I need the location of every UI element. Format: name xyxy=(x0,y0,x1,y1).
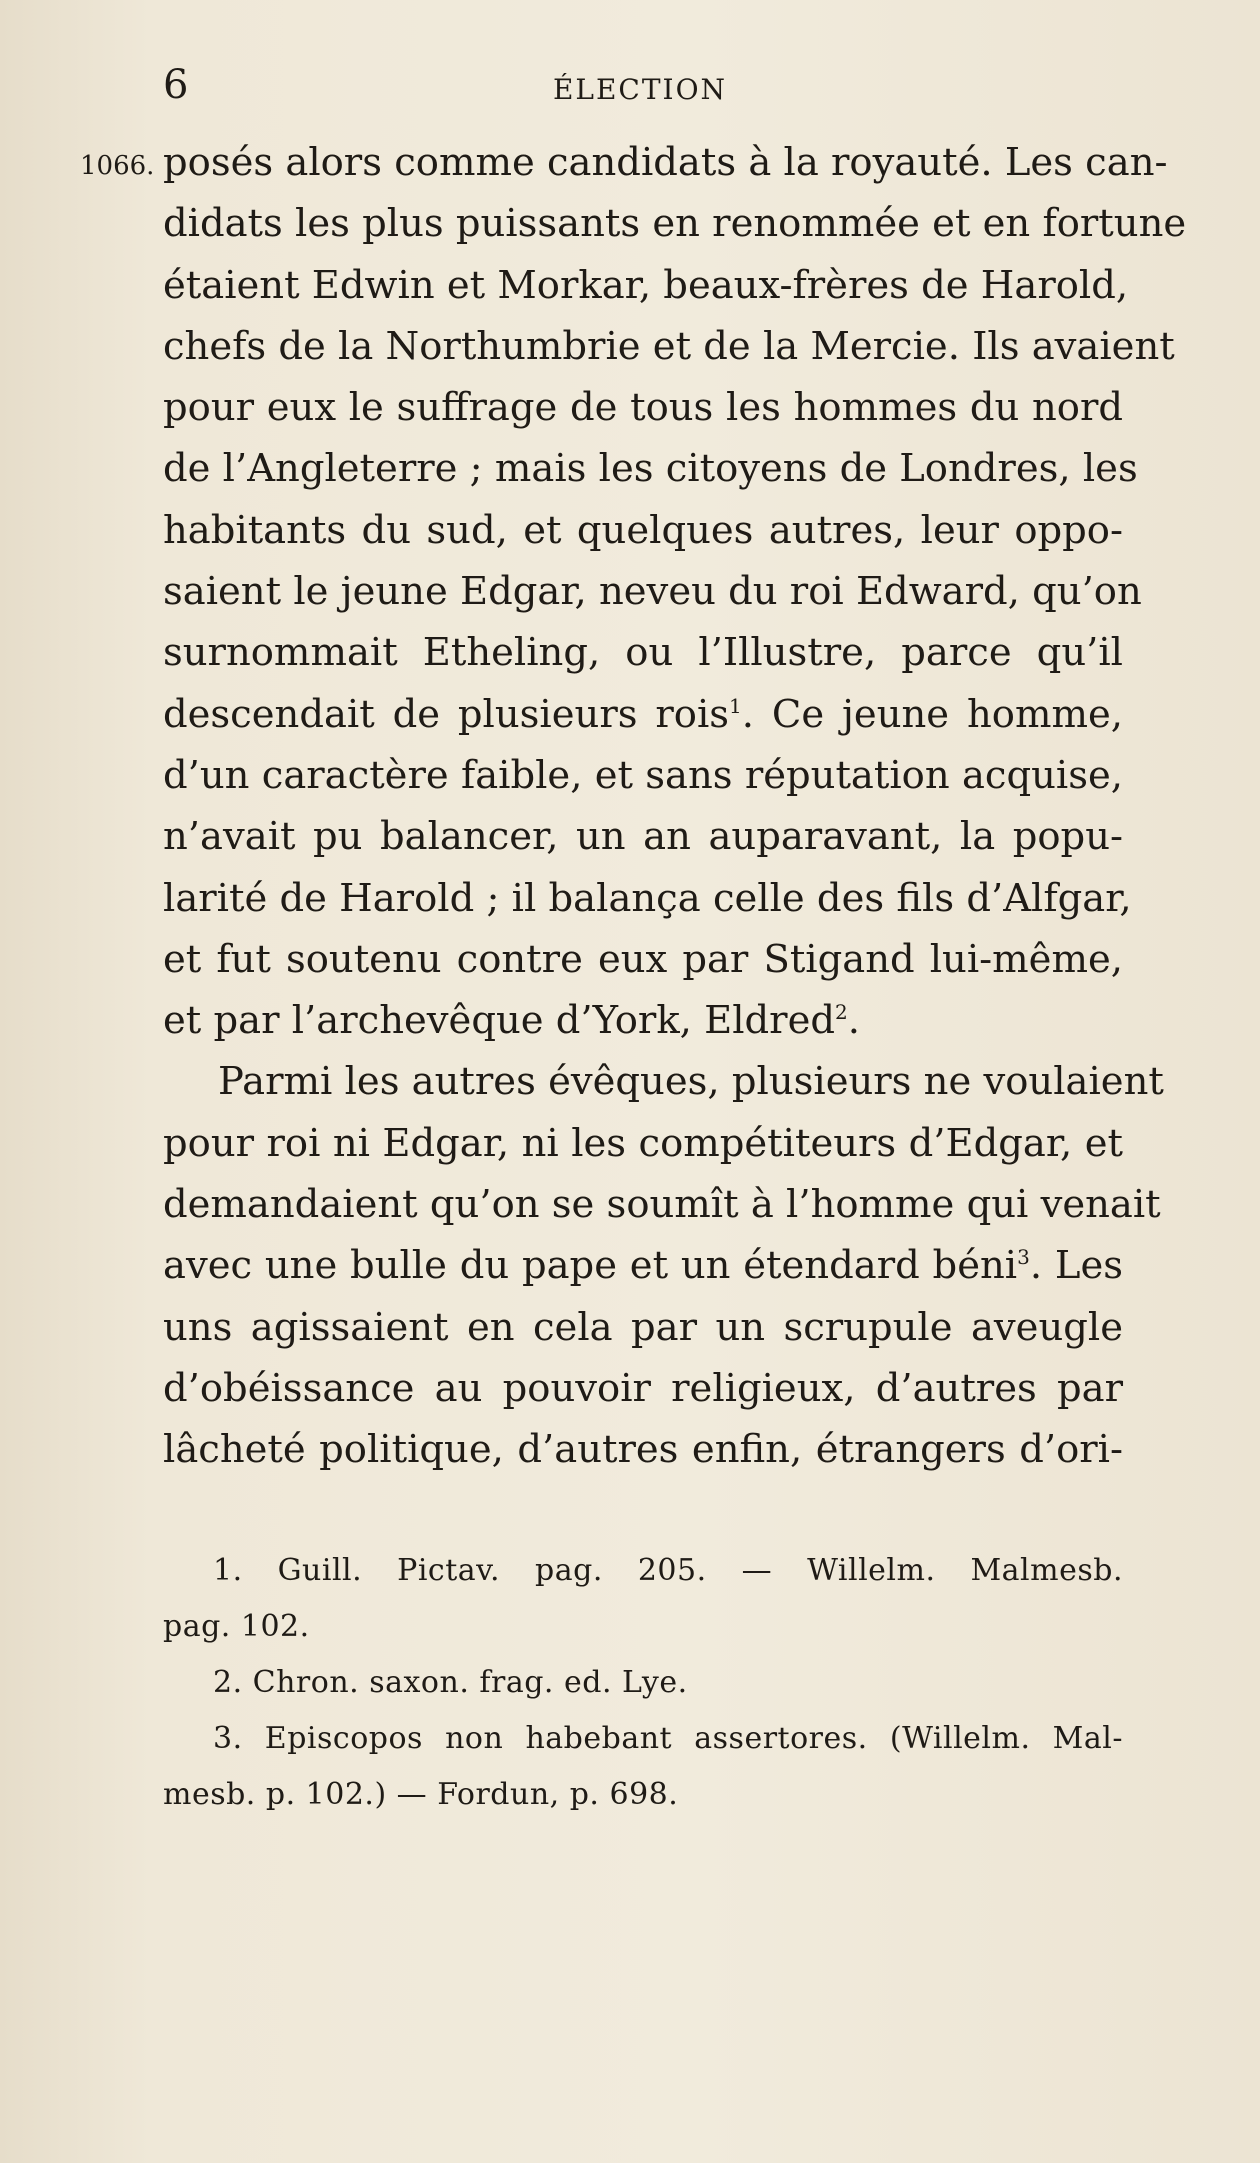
page-header xyxy=(0,60,1260,120)
line-text: . Ce jeune homme, xyxy=(741,691,1123,737)
text-line xyxy=(163,990,1123,1051)
page-number: 6 xyxy=(163,62,189,108)
line-text: descendait de plusieurs rois xyxy=(163,691,730,737)
text-line: uns agissaient en cela par un scrupule aveugle xyxy=(163,1304,1123,1350)
text-line: d’un caractère faible, et sans réputation acquise, xyxy=(163,752,1123,798)
footnote-ref: 1 xyxy=(729,693,742,718)
footnote-line: 3. Episcopos non habebant assertores. (Willelm. Mal- xyxy=(213,1721,1123,1756)
footnotes xyxy=(163,1543,1123,1823)
text-line: pour eux le suffrage de tous les hommes du nord xyxy=(163,385,1123,431)
text-line: habitants du sud, et quelques autres, leur oppo- xyxy=(163,507,1123,553)
text-line xyxy=(163,1235,1123,1296)
text-line: demandaient qu’on se soumît à l’homme qui venait xyxy=(163,1182,1161,1228)
text-line: pour roi ni Edgar, ni les compétiteurs d’Edgar, et xyxy=(163,1120,1123,1166)
footnote-line: 2. Chron. saxon. frag. ed. Lye. xyxy=(213,1665,688,1700)
line-text: et par l’archevêque d’York, Eldred xyxy=(163,998,836,1044)
margin-year: 1066. xyxy=(80,151,155,181)
footnote-line: pag. 102. xyxy=(163,1609,310,1644)
text-line: saient le jeune Edgar, neveu du roi Edward, qu’on xyxy=(163,569,1142,615)
text-line: surnommait Etheling, ou l’Illustre, parce qu’il xyxy=(163,630,1123,676)
text-line: n’avait pu balancer, un an auparavant, la popu- xyxy=(163,814,1123,860)
body-text xyxy=(163,132,1187,1481)
text-line: didats les plus puissants en renommée et en fortune xyxy=(163,201,1187,247)
text-line: larité de Harold ; il balança celle des fils d’Alfgar, xyxy=(163,875,1132,921)
text-line: et fut soutenu contre eux par Stigand lui-même, xyxy=(163,936,1123,982)
text-line: chefs de la Northumbrie et de la Mercie. Ils avaient xyxy=(163,323,1175,369)
line-text: avec une bulle du pape et un étendard béni xyxy=(163,1243,1018,1289)
text-line xyxy=(163,684,1123,745)
footnote-line: mesb. p. 102.) — Fordun, p. 698. xyxy=(163,1777,679,1812)
text-line: posés alors comme candidats à la royauté. Les can- xyxy=(163,140,1168,185)
line-text: . Les xyxy=(1029,1243,1123,1289)
text-line: Parmi les autres évêques, plusieurs ne voulaient xyxy=(218,1059,1164,1105)
text-line: étaient Edwin et Morkar, beaux-frères de Harold, xyxy=(163,262,1129,308)
footnote-ref: 2 xyxy=(835,1000,848,1025)
footnote-ref: 3 xyxy=(1017,1245,1030,1270)
footnote-line: 1. Guill. Pictav. pag. 205. — Willelm. Malmesb. xyxy=(213,1553,1123,1588)
text-line: lâcheté politique, d’autres enfin, étrangers d’ori- xyxy=(163,1427,1123,1473)
text-line: d’obéissance au pouvoir religieux, d’autres par xyxy=(163,1365,1123,1411)
running-head: ÉLECTION xyxy=(552,73,728,106)
text-line: de l’Angleterre ; mais les citoyens de Londres, les xyxy=(163,446,1138,492)
line-text: . xyxy=(847,998,861,1044)
